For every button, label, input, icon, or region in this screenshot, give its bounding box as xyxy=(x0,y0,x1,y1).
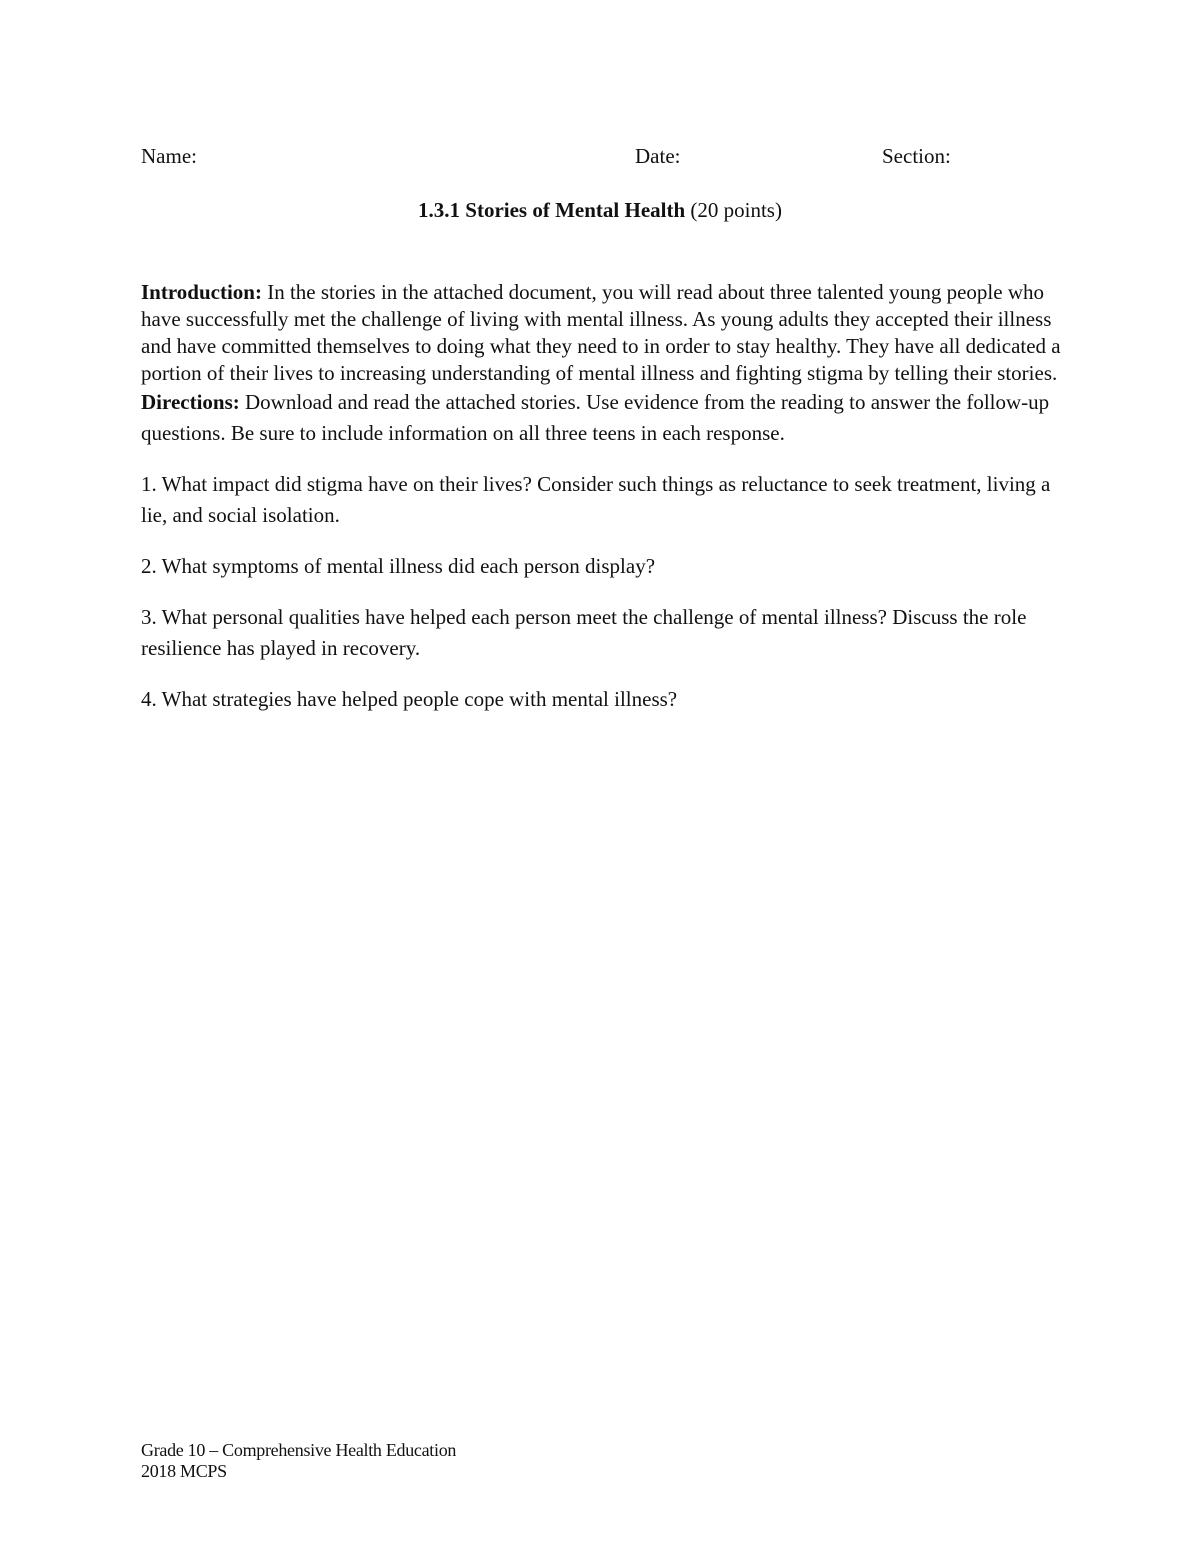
section-label: Section: xyxy=(882,144,951,168)
footer-course: Grade 10 – Comprehensive Health Education xyxy=(141,1440,457,1460)
question-1: 1. What impact did stigma have on their lives? Consider such things as reluctance to seek treatment, living a lie, and social isolation. xyxy=(141,472,1051,527)
student-info-header xyxy=(141,144,1061,172)
date-label: Date: xyxy=(635,144,681,168)
question-3: 3. What personal qualities have helped each person meet the challenge of mental illness? Discuss the role resilience has played in recovery. xyxy=(141,605,1027,660)
introduction-label: Introduction: xyxy=(141,280,262,304)
name-label: Name: xyxy=(141,144,197,168)
question-2: 2. What symptoms of mental illness did each person display? xyxy=(141,554,656,578)
introduction-text: In the stories in the attached document, you will read about three talented young people who have successfully met the challenge of living with mental illness. As young adults they accepted their illness and have committed themselves to doing what they need to in order to stay healthy. They have all dedicated a portion of their lives to increasing understanding of mental illness and fighting stigma by telling their stories. xyxy=(141,280,1061,385)
directions-text: Download and read the attached stories. Use evidence from the reading to answer the follow-up questions. Be sure to include information on all three teens in each response. xyxy=(141,390,1050,445)
question-4: 4. What strategies have helped people cope with mental illness? xyxy=(141,687,678,711)
title-text: 1.3.1 Stories of Mental Health xyxy=(418,198,686,222)
footer-year: 2018 MCPS xyxy=(141,1461,227,1481)
page-footer xyxy=(141,1440,456,1482)
assignment-title xyxy=(0,198,1200,223)
introduction-paragraph xyxy=(141,279,1066,387)
directions-paragraph xyxy=(141,387,1066,449)
assignment-body xyxy=(141,279,1066,715)
title-points: (20 points) xyxy=(690,198,782,222)
directions-label: Directions: xyxy=(141,390,240,414)
